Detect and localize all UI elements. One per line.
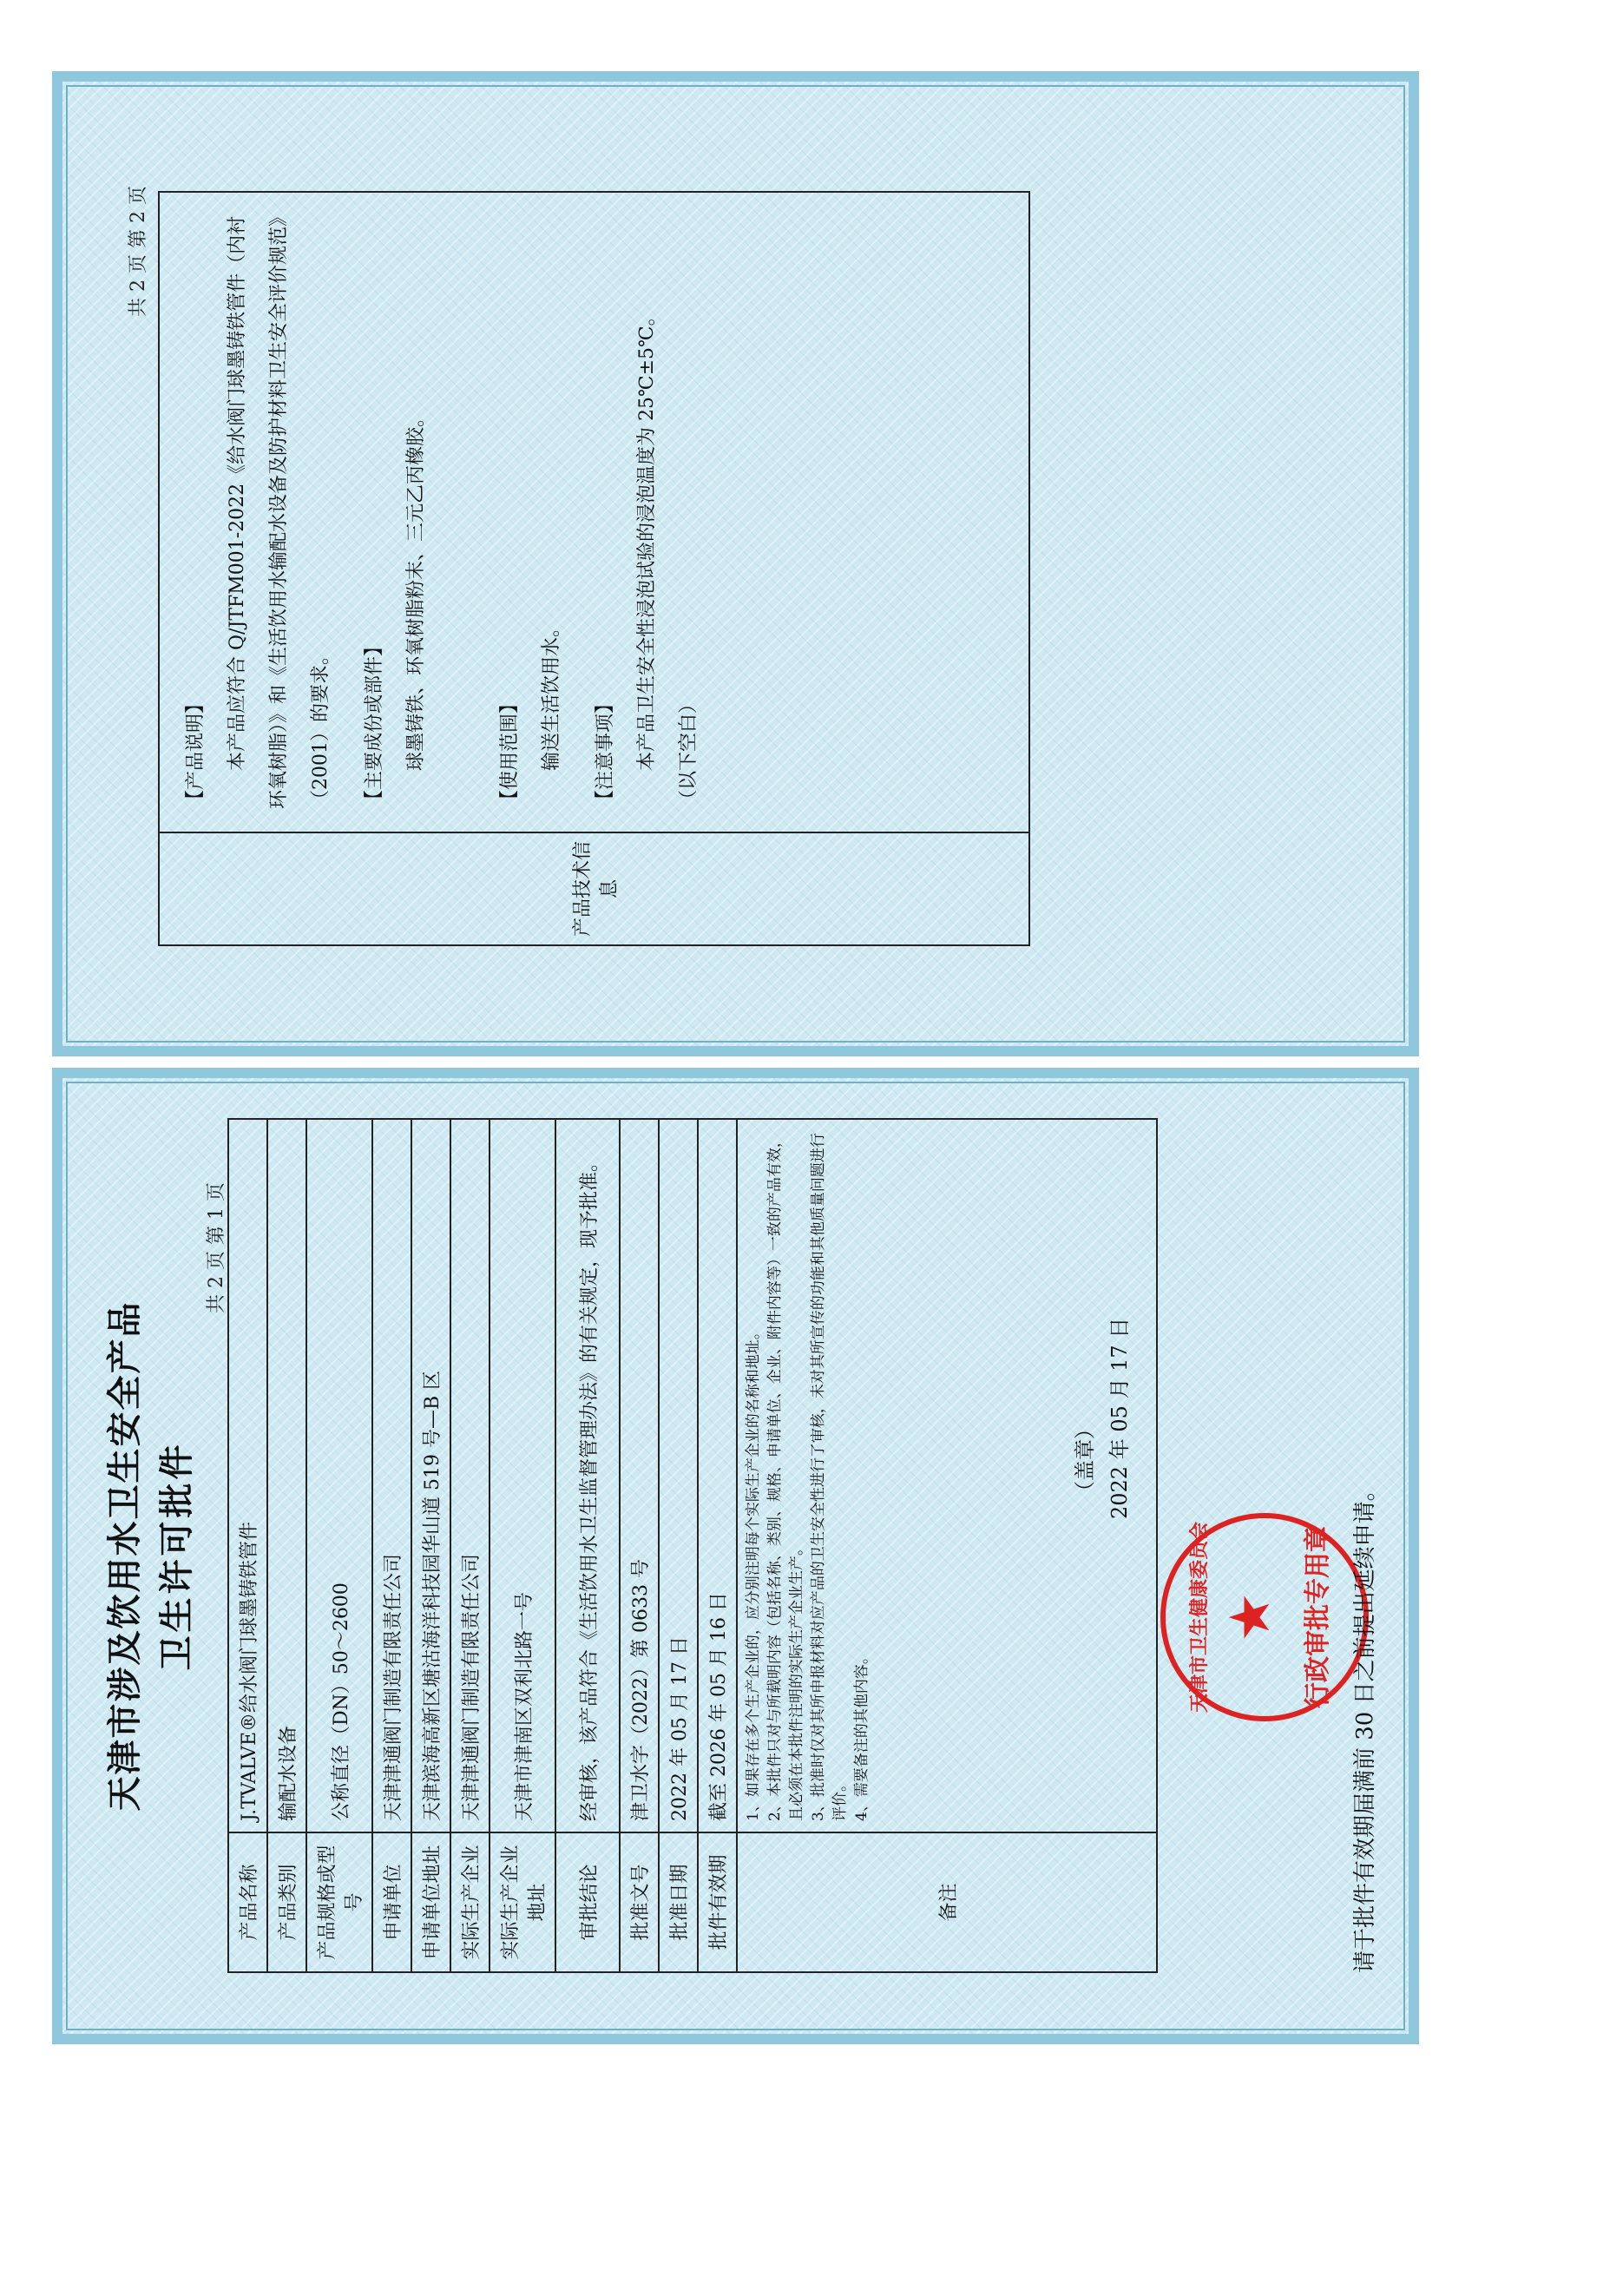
row-label: 审批结论 — [555, 1832, 620, 1972]
table-row — [372, 1119, 411, 1972]
table-row — [659, 1119, 698, 1972]
section-heading: 【注意事项】 — [595, 694, 616, 809]
row-label: 批准日期 — [659, 1832, 698, 1972]
table-row-remarks — [737, 1119, 1157, 1972]
remark-item: 3、批准时仅对其所申报材料对应产品的卫生安全性进行了审核，未对其所宣传的功能和其他质量问题进行评价。 — [810, 1133, 849, 1821]
row-value: 天津市津南区双利北路一号 — [490, 1119, 555, 1832]
row-value: 天津津通阀门制造有限责任公司 — [450, 1119, 490, 1832]
row-value: J.TVALVE®给水阀门球墨铸铁管件 — [228, 1119, 267, 1832]
section-text: 本产品应符合 Q/JTFM001-2022《给水阀门球墨铸铁管件（内衬环氧树脂）》和《生活饮用水输配水设备及防护材料卫生安全评价规范》（2001）的要求。 — [227, 215, 332, 809]
star-icon: ★ — [1219, 1592, 1283, 1642]
row-value: 天津津通阀门制造有限责任公司 — [372, 1119, 411, 1832]
table-row — [555, 1119, 620, 1972]
section-heading: 【产品说明】 — [185, 694, 207, 809]
row-label: 批准文号 — [620, 1832, 659, 1972]
row-label: 实际生产企业 — [450, 1832, 490, 1972]
remarks-cell — [737, 1119, 1157, 1832]
permit-page-2 — [52, 71, 1419, 1056]
permit-table — [227, 1118, 1158, 1973]
row-label: 产品规格或型号 — [306, 1832, 372, 1972]
row-value: 经审核，该产品符合《生活饮用水卫生监督管理办法》的有关规定，现予批准。 — [555, 1119, 620, 1832]
remark-item: 2、本批件只对与所载明内容（包括名称、类别、规格、申请单位、企业、附件内容等）一致的产品有效，且必须在本批件注明的实际生产企业生产。 — [766, 1133, 805, 1821]
technical-info-label: 产品技术信息 — [160, 832, 1028, 944]
row-label: 产品名称 — [228, 1832, 267, 1972]
official-seal — [1160, 1513, 1369, 1721]
seal-bottom-text: 行政审批专用章 — [1303, 1526, 1333, 1708]
row-label: 申请单位地址 — [411, 1832, 450, 1972]
table-row — [306, 1119, 372, 1972]
section-heading: 【主要成份或部件】 — [364, 636, 385, 809]
technical-info-box — [158, 191, 1030, 946]
table-row — [267, 1119, 306, 1972]
document-subtitle: 卫生许可批件 — [156, 1441, 197, 1671]
row-label: 申请单位 — [372, 1832, 411, 1972]
table-row — [490, 1119, 555, 1972]
row-label: 产品类别 — [267, 1832, 306, 1972]
seal-arc-text: 天津市卫生健康委员会 — [1188, 1522, 1211, 1714]
row-label: 批件有效期 — [698, 1832, 737, 1972]
table-row — [698, 1119, 737, 1972]
section-text: （以下空白） — [678, 694, 700, 809]
permit-page-1 — [52, 1068, 1419, 2044]
page-number: 共 2 页 第 2 页 — [128, 186, 149, 317]
table-row — [620, 1119, 659, 1972]
table-row — [228, 1119, 267, 1972]
seal-label: （盖章） — [1073, 1418, 1097, 1502]
table-row — [411, 1119, 450, 1972]
footer-notice: 请于批件有效期届满前 30 日之前提出延续申请。 — [1352, 1478, 1378, 1973]
row-value: 输配水设备 — [267, 1119, 306, 1832]
table-row — [450, 1119, 490, 1972]
row-value: 2022 年 05 月 17 日 — [659, 1119, 698, 1832]
row-value: 津卫水字（2022）第 0633 号 — [620, 1119, 659, 1832]
section-heading: 【使用范围】 — [499, 694, 521, 809]
remark-item: 1、如果存在多个生产企业的，应分别注明每个实际生产企业的名称和地址。 — [745, 1325, 762, 1821]
row-value: 公称直径（DN）50～2600 — [306, 1119, 372, 1832]
document-title: 天津市涉及饮用水卫生安全产品 — [104, 1300, 145, 1812]
seal-date: 2022 年 05 月 17 日 — [1107, 1317, 1132, 1519]
section-text: 本产品卫生安全性浸泡试验的浸泡温度为 25℃±5℃。 — [636, 306, 658, 771]
page-number: 共 2 页 第 1 页 — [206, 1182, 227, 1313]
remark-item: 4、需要备注的其他内容。 — [853, 1649, 871, 1821]
section-text: 输送生活饮用水。 — [541, 617, 562, 771]
remarks-label: 备注 — [737, 1832, 1157, 1972]
technical-info-content — [160, 193, 1028, 832]
row-value: 截至 2026 年 05 月 16 日 — [698, 1119, 737, 1832]
section-text: 球墨铸铁、环氧树脂粉末、三元乙丙橡胶。 — [405, 407, 427, 771]
row-label: 实际生产企业地址 — [490, 1832, 555, 1972]
row-value: 天津滨海高新区塘沽海洋科技园华山道 519 号—B 区 — [411, 1119, 450, 1832]
